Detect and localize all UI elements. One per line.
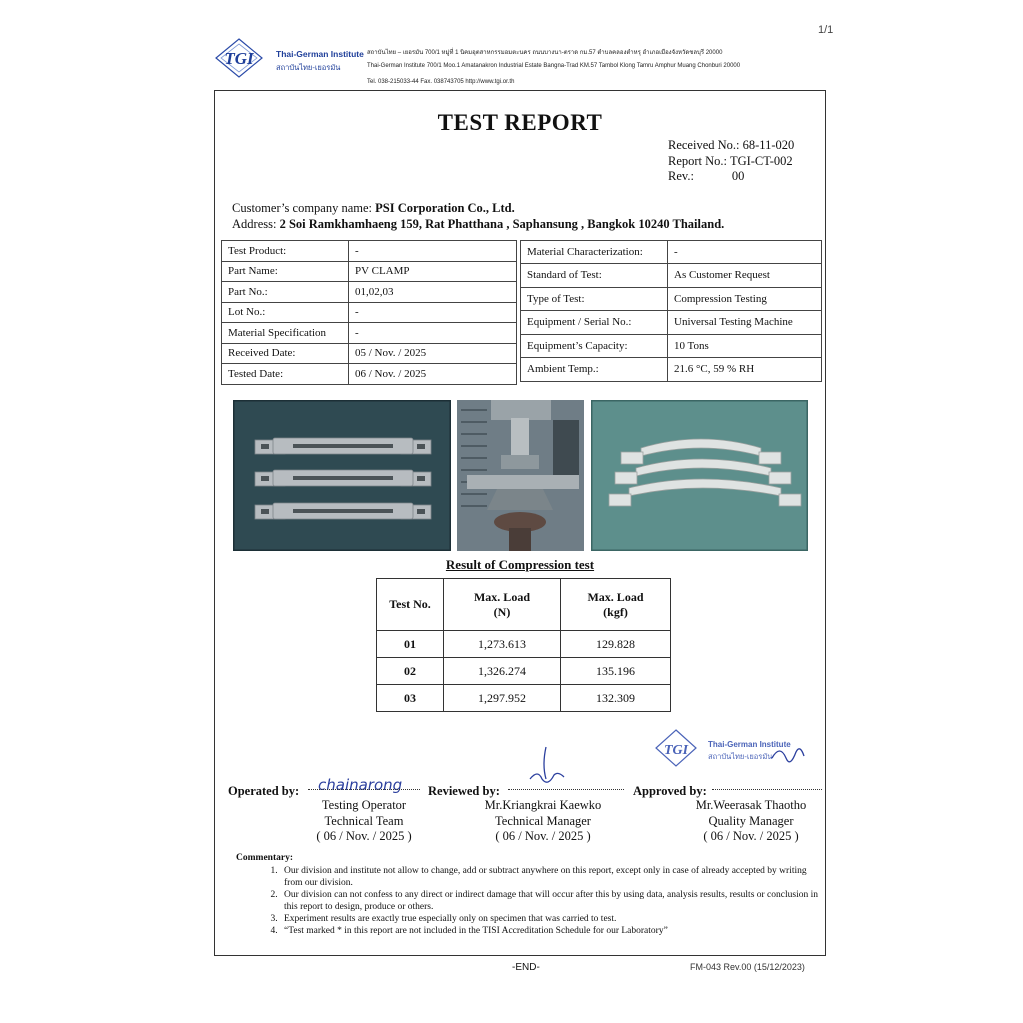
info-value: 10 Tons	[668, 334, 822, 358]
approver-name: Mr.Weerasak Thaotho	[695, 798, 807, 812]
reviewer-role: Technical Manager	[495, 813, 591, 828]
svg-text:TGI: TGI	[663, 743, 689, 758]
operated-by-label: Operated by:	[228, 784, 300, 798]
info-label: Equipment’s Capacity:	[521, 334, 668, 358]
info-row	[521, 334, 822, 358]
test-machine-photo	[457, 400, 584, 551]
table-row	[377, 631, 671, 658]
product-info-table	[221, 240, 517, 385]
stamp-name-en: Thai-German Institute	[708, 740, 791, 749]
institute-name-th: สถาบันไทย-เยอรมัน	[276, 63, 341, 72]
commentary	[236, 852, 821, 937]
logo-text: TGI	[224, 49, 254, 68]
customer-company-value: PSI Corporation Co., Ltd.	[375, 201, 515, 215]
received-no-label: Received No.:	[668, 138, 740, 152]
stamp-name-th: สถาบันไทย-เยอรมัน	[708, 752, 773, 761]
load-n-cell: 1,326.274	[444, 658, 561, 685]
report-meta	[668, 138, 794, 185]
info-label: Equipment / Serial No.:	[521, 311, 668, 335]
commentary-item: 2. Our division can not confess to any direct or indirect damage that will occur after this by using data, analysis results, results or conclusion in this report to design, produce or others.	[280, 889, 821, 913]
info-label: Tested Date:	[222, 364, 349, 385]
test-no-cell: 03	[377, 685, 444, 712]
info-value: 21.6 °C, 59 % RH	[668, 358, 822, 382]
header-test-no: Test No.	[377, 579, 444, 631]
address-english: Thai-German Institute 700/1 Moo.1 Amatanakron Industrial Estate Bangna-Trad KM.57 Tambol Klong Tamru Amphur Muang Chonburi 20000	[367, 63, 741, 69]
info-value: PV CLAMP	[349, 261, 517, 282]
info-row	[521, 264, 822, 288]
info-label: Lot No.:	[222, 302, 349, 323]
approver-sign-line	[712, 789, 822, 790]
info-label: Type of Test:	[521, 287, 668, 311]
tgi-logo	[214, 38, 264, 78]
commentary-item: 4. “Test marked * in this report are not included in the TISI Accreditation Schedule for our Laboratory”	[280, 925, 821, 937]
operator-signature: chainarong	[318, 776, 403, 794]
results-table	[376, 578, 671, 712]
operator-team: Technical Team	[324, 813, 404, 828]
info-value: Compression Testing	[668, 287, 822, 311]
institute-stamp	[652, 728, 824, 776]
header-max-load-n: Max. Load (N)	[444, 579, 561, 631]
test-no-cell: 02	[377, 658, 444, 685]
info-label: Material Specification	[222, 323, 349, 344]
operator-block	[298, 798, 430, 845]
specimen-photo-top-view	[233, 400, 451, 551]
commentary-heading: Commentary:	[236, 853, 293, 863]
info-row	[222, 261, 517, 282]
customer-company-label: Customer’s company name:	[232, 201, 373, 215]
approved-by-label: Approved by:	[633, 784, 707, 798]
commentary-item: 1. Our division and institute not allow to change, add or subtract anywhere on this report, except only in case of already accepted by writing from our division.	[280, 865, 821, 889]
info-value: 05 / Nov. / 2025	[349, 343, 517, 364]
reviewer-date: ( 06 / Nov. / 2025 )	[495, 829, 591, 843]
reviewed-by-label: Reviewed by:	[428, 784, 500, 798]
report-no-value: TGI-CT-002	[729, 153, 793, 168]
load-n-cell: 1,297.952	[444, 685, 561, 712]
form-number: FM-043 Rev.00 (15/12/2023)	[690, 962, 805, 972]
customer-address-label: Address:	[232, 216, 277, 231]
info-row	[521, 241, 822, 264]
results-title: Result of Compression test	[445, 557, 595, 572]
operator-sign-line	[308, 789, 420, 790]
reviewer-name: Mr.Kriangkrai Kaewko	[484, 798, 602, 812]
info-value: As Customer Request	[668, 264, 822, 288]
info-row	[222, 302, 517, 323]
load-kgf-cell: 132.309	[561, 685, 671, 712]
load-kgf-cell: 129.828	[561, 631, 671, 658]
info-label: Test Product:	[222, 241, 349, 262]
info-value: 01,02,03	[349, 282, 517, 303]
approver-date: ( 06 / Nov. / 2025 )	[703, 829, 799, 843]
customer-address-value: 2 Soi Ramkhamhaeng 159, Rat Phatthana , Saphansung , Bangkok 10240 Thailand.	[279, 216, 725, 231]
rev-value: 00	[731, 169, 745, 183]
reviewer-block	[470, 798, 616, 845]
info-row	[521, 287, 822, 311]
info-value: Universal Testing Machine	[668, 311, 822, 335]
report-title: TEST REPORT	[437, 110, 603, 135]
info-value: -	[349, 323, 517, 344]
commentary-item: 3. Experiment results are exactly true especially only on specimen that was carried to test.	[280, 913, 821, 925]
institute-name-en: Thai-German Institute	[276, 49, 364, 59]
address-thai: สถาบันไทย – เยอรมัน 700/1 หมู่ที่ 1 นิคมอุตสาหกรรมอมตะนคร ถนนบางนา-ตราด กม.57 ตำบลคลองตำหรุ อำเภอเมืองจังหวัดชลบุรี 20000	[367, 50, 723, 56]
info-value: -	[668, 241, 822, 264]
info-label: Material Characterization:	[521, 241, 668, 264]
info-label: Ambient Temp.:	[521, 358, 668, 382]
end-marker: -END-	[512, 962, 540, 973]
info-label: Received Date:	[222, 343, 349, 364]
info-label: Part No.:	[222, 282, 349, 303]
customer-block	[232, 201, 724, 232]
header-max-load-kgf: Max. Load (kgf)	[561, 579, 671, 631]
operator-date: ( 06 / Nov. / 2025 )	[316, 829, 412, 843]
load-n-cell: 1,273.613	[444, 631, 561, 658]
contact-info: Tel. 038-215033-44 Fax. 038743705 http://www.tgi.or.th	[367, 79, 515, 85]
table-row	[377, 658, 671, 685]
rev-label: Rev.:	[668, 169, 694, 183]
reviewer-sign-line	[508, 789, 624, 790]
received-no-value: 68-11-020	[742, 138, 795, 152]
info-row	[521, 358, 822, 382]
info-row	[222, 343, 517, 364]
specimen-photo-after-test	[591, 400, 808, 551]
info-value: -	[349, 302, 517, 323]
info-value: -	[349, 241, 517, 262]
info-label: Standard of Test:	[521, 264, 668, 288]
info-row	[222, 364, 517, 385]
reviewer-signature	[520, 745, 570, 789]
load-kgf-cell: 135.196	[561, 658, 671, 685]
results-header-row	[377, 579, 671, 631]
operator-role: Testing Operator	[321, 798, 407, 812]
info-row	[521, 311, 822, 335]
info-row	[222, 282, 517, 303]
info-value: 06 / Nov. / 2025	[349, 364, 517, 385]
page-number: 1/1	[818, 24, 834, 36]
table-row	[377, 685, 671, 712]
info-label: Part Name:	[222, 261, 349, 282]
info-row	[222, 241, 517, 262]
test-no-cell: 01	[377, 631, 444, 658]
info-row	[222, 323, 517, 344]
test-info-table	[520, 240, 822, 382]
approver-block	[676, 798, 826, 845]
approver-role: Quality Manager	[708, 813, 794, 828]
report-no-label: Report No.:	[668, 153, 728, 168]
